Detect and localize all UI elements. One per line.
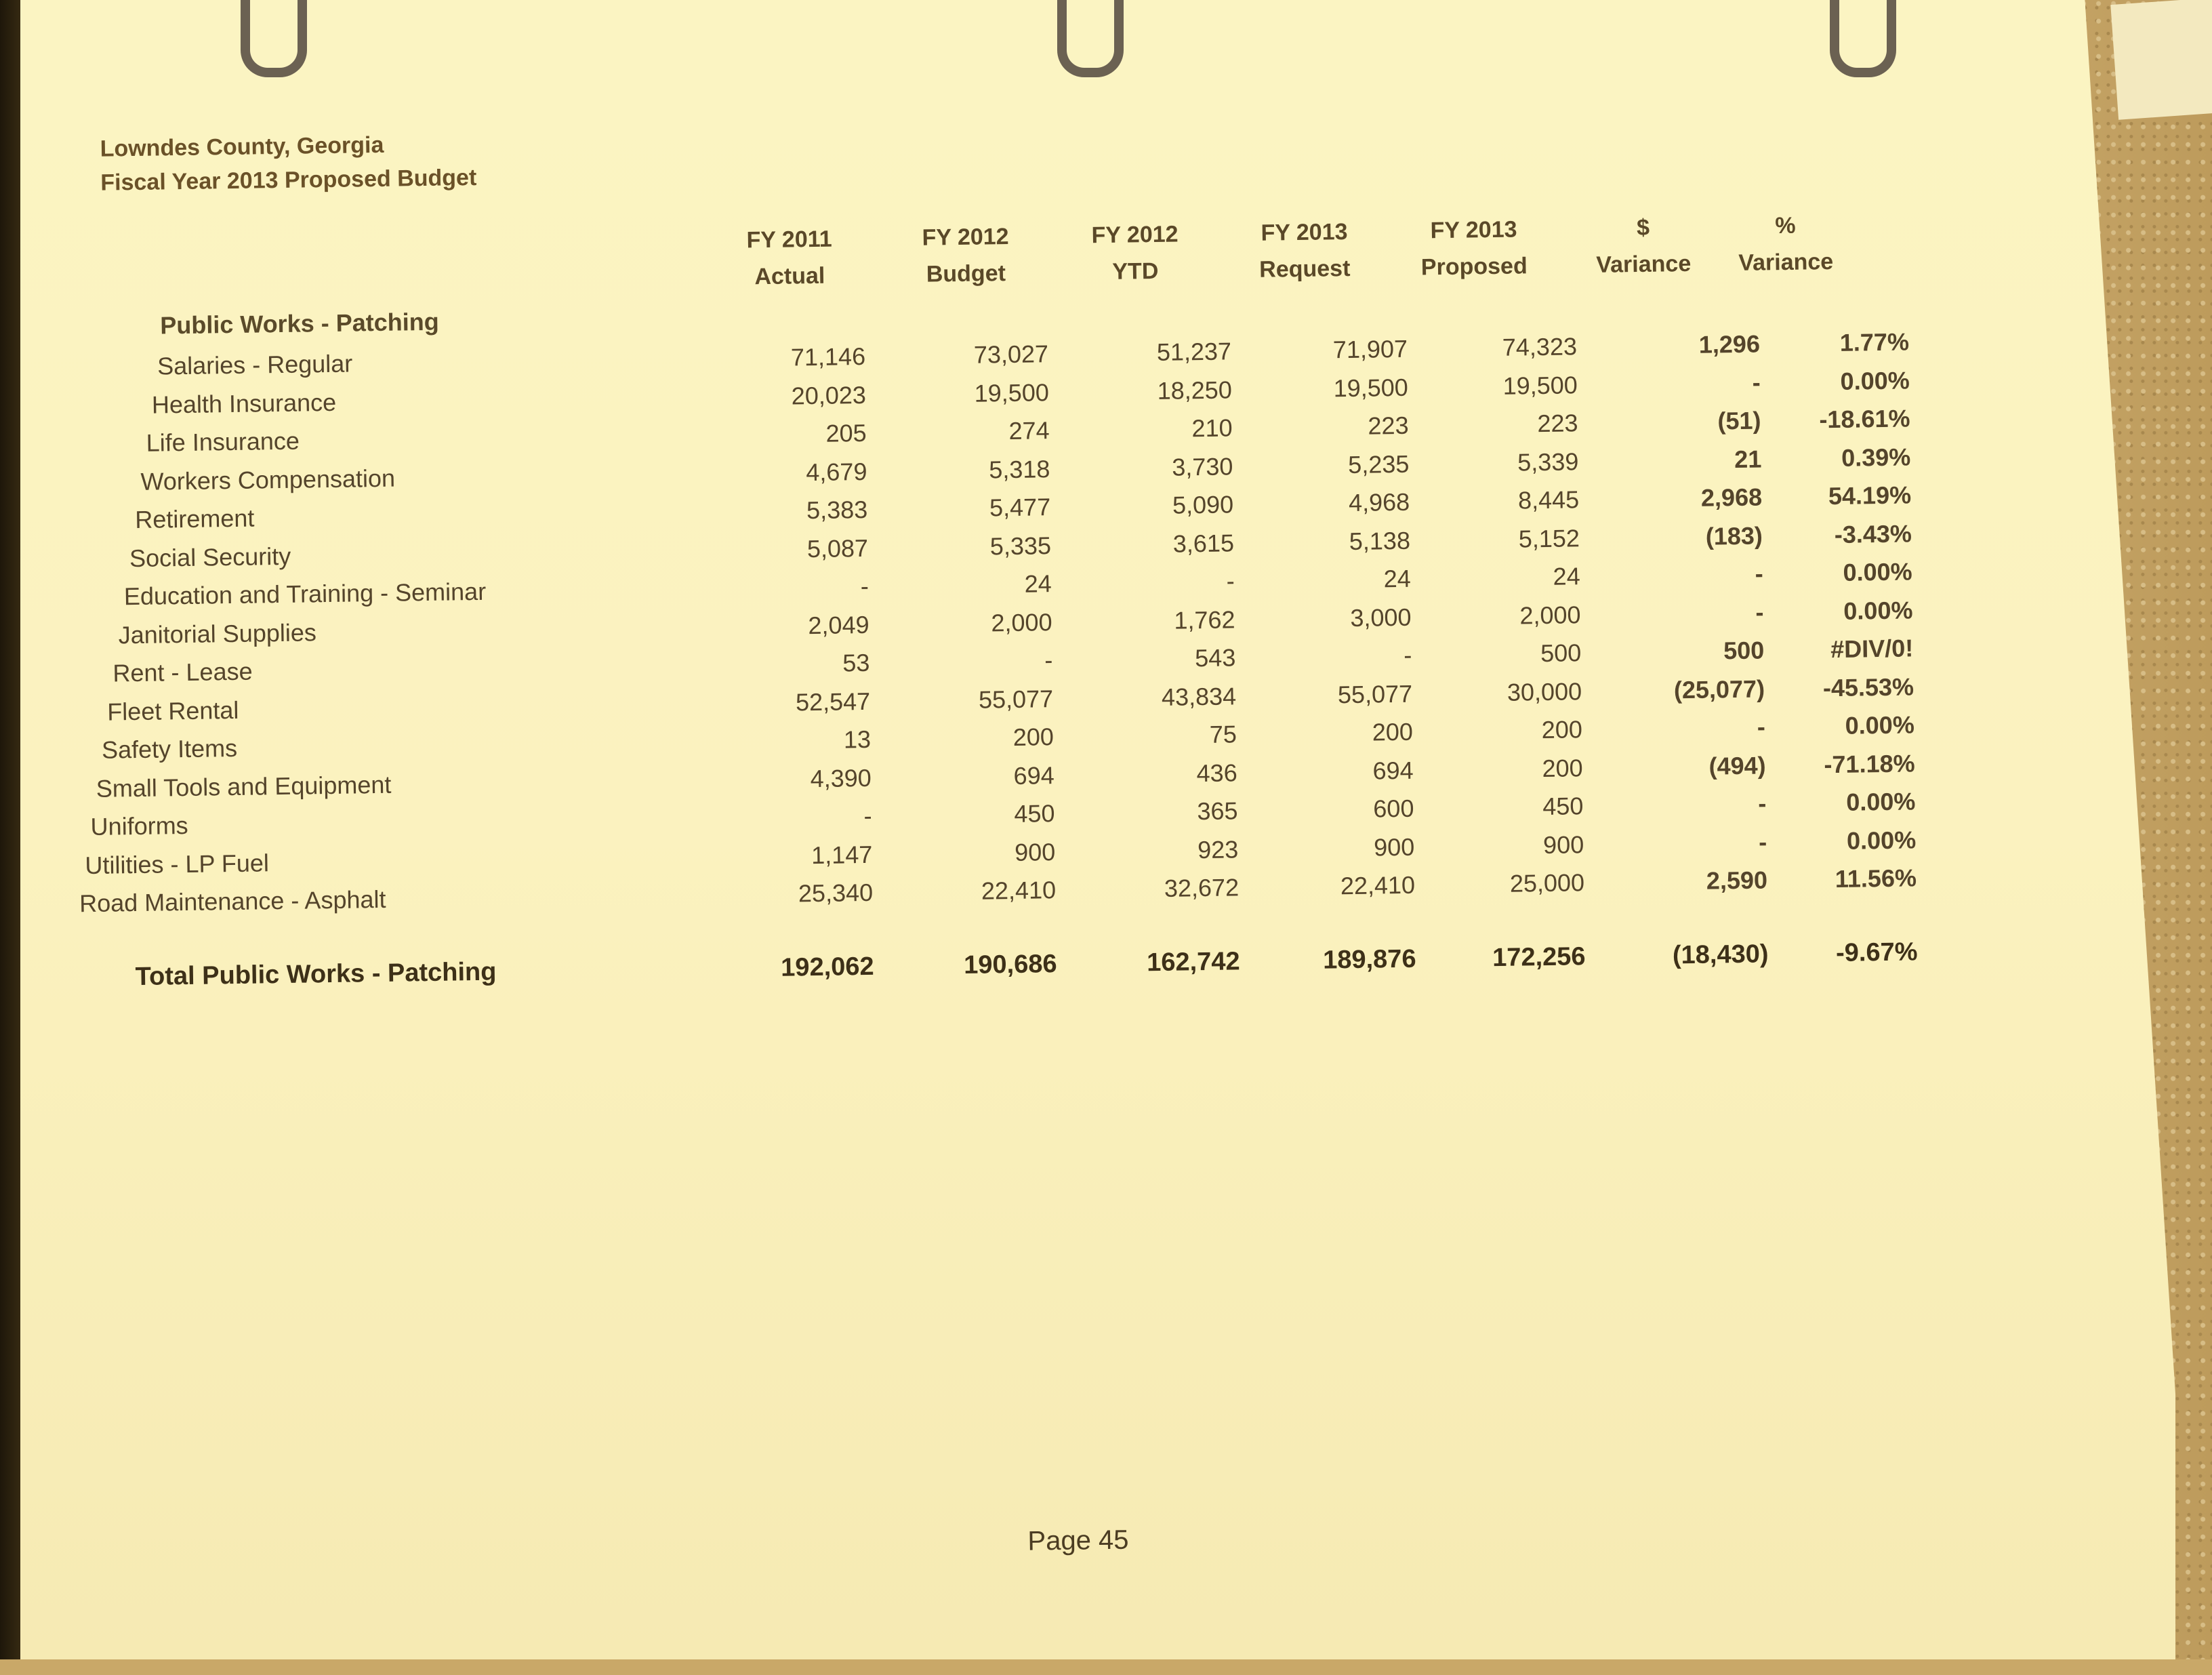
cell: 172,256 — [1492, 942, 1586, 973]
page-number: Page 45 — [1027, 1525, 1129, 1556]
column-header: FY 2013 Request — [1258, 218, 1351, 283]
cell: - — [860, 571, 869, 601]
cell: 30,000 — [1507, 677, 1582, 706]
cell: - — [863, 801, 872, 830]
cell: 5,152 — [1518, 523, 1580, 553]
cell: 2,049 — [808, 610, 869, 639]
cell: 0.00% — [1843, 557, 1912, 586]
cell: 71,907 — [1332, 334, 1408, 364]
cell: 200 — [1541, 715, 1583, 744]
row-label: Life Insurance — [146, 426, 300, 457]
cell: 190,686 — [963, 950, 1057, 980]
cell: 73,027 — [973, 340, 1049, 369]
cell: 4,390 — [810, 763, 872, 792]
cell: -45.53% — [1822, 672, 1914, 702]
cell: 24 — [1553, 562, 1580, 590]
row-label: Education and Training - Seminar — [123, 577, 487, 611]
cell: - — [1403, 641, 1412, 669]
cell: (183) — [1705, 521, 1763, 550]
cell: - — [1755, 559, 1763, 588]
cell: -3.43% — [1834, 519, 1912, 548]
row-label: Social Security — [129, 542, 291, 572]
column-header: % Variance — [1738, 212, 1834, 276]
cell: 189,876 — [1322, 944, 1416, 975]
cell: 5,138 — [1349, 526, 1411, 555]
column-header: FY 2012 Budget — [922, 223, 1009, 287]
cell: 22,410 — [1340, 870, 1416, 900]
cell: 200 — [1012, 723, 1054, 751]
cell: 450 — [1542, 792, 1584, 821]
cell: 200 — [1542, 753, 1583, 782]
cell: 20,023 — [791, 380, 867, 409]
cell: (494) — [1708, 750, 1766, 780]
cell: 25,000 — [1509, 868, 1585, 897]
cell: 223 — [1368, 411, 1409, 440]
column-header: FY 2012 YTD — [1091, 221, 1179, 285]
cell: -71.18% — [1824, 748, 1915, 778]
cell: 3,000 — [1350, 603, 1412, 632]
row-label: Workers Compensation — [140, 464, 396, 496]
cell: (18,430) — [1672, 940, 1769, 970]
cell: 205 — [825, 418, 867, 447]
cell: 365 — [1197, 796, 1238, 826]
cell: 0.00% — [1846, 825, 1917, 855]
cell: 2,968 — [1700, 483, 1763, 512]
cell: - — [1752, 368, 1761, 397]
cell: 436 — [1196, 758, 1237, 787]
cell: 500 — [1540, 639, 1582, 668]
cell: 19,500 — [1333, 373, 1409, 402]
cell: 0.00% — [1840, 365, 1910, 395]
cell: 2,000 — [1519, 600, 1581, 629]
cell: 543 — [1194, 643, 1236, 672]
cell: 54.19% — [1828, 481, 1912, 510]
column-header: FY 2013 Proposed — [1420, 216, 1528, 281]
column-header: $ Variance — [1596, 214, 1692, 278]
cell: 923 — [1197, 834, 1239, 864]
row-label: Safety Items — [101, 733, 238, 764]
cell: 74,323 — [1502, 332, 1578, 361]
cell: 900 — [1373, 832, 1415, 862]
cell: 2,000 — [991, 607, 1052, 637]
cell: (25,077) — [1673, 674, 1765, 704]
cell: 694 — [1372, 756, 1414, 785]
cell: 274 — [1008, 416, 1050, 445]
cell: 24 — [1024, 569, 1052, 598]
cell: 450 — [1014, 799, 1055, 828]
cell: (51) — [1717, 406, 1761, 435]
cell: 5,087 — [806, 533, 869, 563]
cell: 1,147 — [811, 840, 873, 869]
cell: 75 — [1209, 720, 1237, 748]
row-label: Janitorial Supplies — [118, 618, 317, 649]
cell: 5,318 — [989, 454, 1050, 483]
total-row — [135, 934, 2168, 1001]
row-label: Fleet Rental — [106, 695, 239, 726]
cell: 5,339 — [1517, 447, 1579, 477]
row-label: Utilities - LP Fuel — [85, 848, 270, 879]
row-label: Rent - Lease — [112, 657, 253, 687]
row-label: Small Tools and Equipment — [96, 770, 392, 803]
cell: 600 — [1373, 794, 1414, 823]
cell: 22,410 — [981, 876, 1057, 905]
cell: 53 — [842, 648, 870, 677]
cell: 5,090 — [1172, 490, 1234, 519]
cell: 223 — [1537, 409, 1578, 438]
cell: - — [1758, 827, 1767, 856]
cell: 0.00% — [1843, 595, 1913, 625]
cell: 0.00% — [1846, 787, 1916, 816]
cell: 55,077 — [1337, 679, 1413, 708]
cell: - — [1044, 646, 1053, 674]
cell: 192,062 — [780, 952, 874, 982]
cell: 71,146 — [790, 342, 866, 371]
cell: 5,383 — [806, 495, 868, 525]
column-header: FY 2011 Actual — [746, 226, 832, 290]
cell: 500 — [1723, 636, 1765, 665]
cell: 8,445 — [1517, 485, 1580, 514]
cell: - — [1757, 712, 1766, 741]
org-title: Lowndes County, Georgia — [100, 132, 384, 162]
budget-title: Fiscal Year 2013 Proposed Budget — [100, 164, 477, 196]
cell: 1.77% — [1839, 327, 1910, 357]
cell: 3,730 — [1171, 451, 1233, 481]
row-label: Salaries - Regular — [157, 349, 353, 380]
row-label: Health Insurance — [151, 388, 337, 419]
cell: - — [1755, 597, 1764, 626]
cell: 51,237 — [1156, 337, 1232, 366]
cell: 25,340 — [798, 878, 874, 908]
cell: 2,590 — [1706, 866, 1768, 895]
cell: 0.39% — [1841, 442, 1911, 472]
cell: -18.61% — [1819, 404, 1910, 434]
cell: 55,077 — [978, 684, 1054, 714]
cell: 24 — [1383, 564, 1411, 593]
section-title: Public Works - Patching — [160, 307, 439, 340]
cell: 18,250 — [1157, 375, 1233, 405]
row-label: Retirement — [135, 504, 255, 534]
cell: 11.56% — [1835, 864, 1917, 893]
cell: 0.00% — [1845, 710, 1915, 740]
cell: 1,296 — [1698, 329, 1761, 359]
cell: 52,547 — [795, 687, 871, 716]
row-label: Road Maintenance - Asphalt — [79, 885, 386, 918]
cell: 3,615 — [1172, 528, 1235, 558]
cell: 162,742 — [1146, 947, 1240, 977]
cell: 32,672 — [1164, 873, 1240, 902]
cell: - — [1758, 789, 1767, 818]
cell: 694 — [1013, 761, 1054, 790]
cell: 19,500 — [974, 378, 1050, 407]
cell: 13 — [843, 725, 872, 754]
cell: 19,500 — [1502, 370, 1578, 400]
cell: 4,968 — [1348, 487, 1410, 517]
cell: - — [1226, 567, 1235, 595]
cell: 900 — [1014, 837, 1056, 866]
cell: 900 — [1542, 830, 1584, 859]
cell: 43,834 — [1161, 681, 1237, 711]
cell: 5,235 — [1347, 449, 1410, 479]
cell: 1,762 — [1174, 605, 1235, 634]
cell: 200 — [1372, 717, 1414, 746]
row-label: Uniforms — [90, 811, 188, 841]
cell: 4,679 — [806, 457, 867, 486]
cell: 5,335 — [989, 531, 1052, 560]
cell: #DIV/0! — [1830, 634, 1914, 664]
cell: -9.67% — [1835, 937, 1918, 968]
row-label: Total Public Works - Patching — [135, 957, 497, 992]
cell: 5,477 — [989, 493, 1051, 522]
cell: 210 — [1191, 413, 1233, 443]
cell: 21 — [1734, 444, 1762, 473]
